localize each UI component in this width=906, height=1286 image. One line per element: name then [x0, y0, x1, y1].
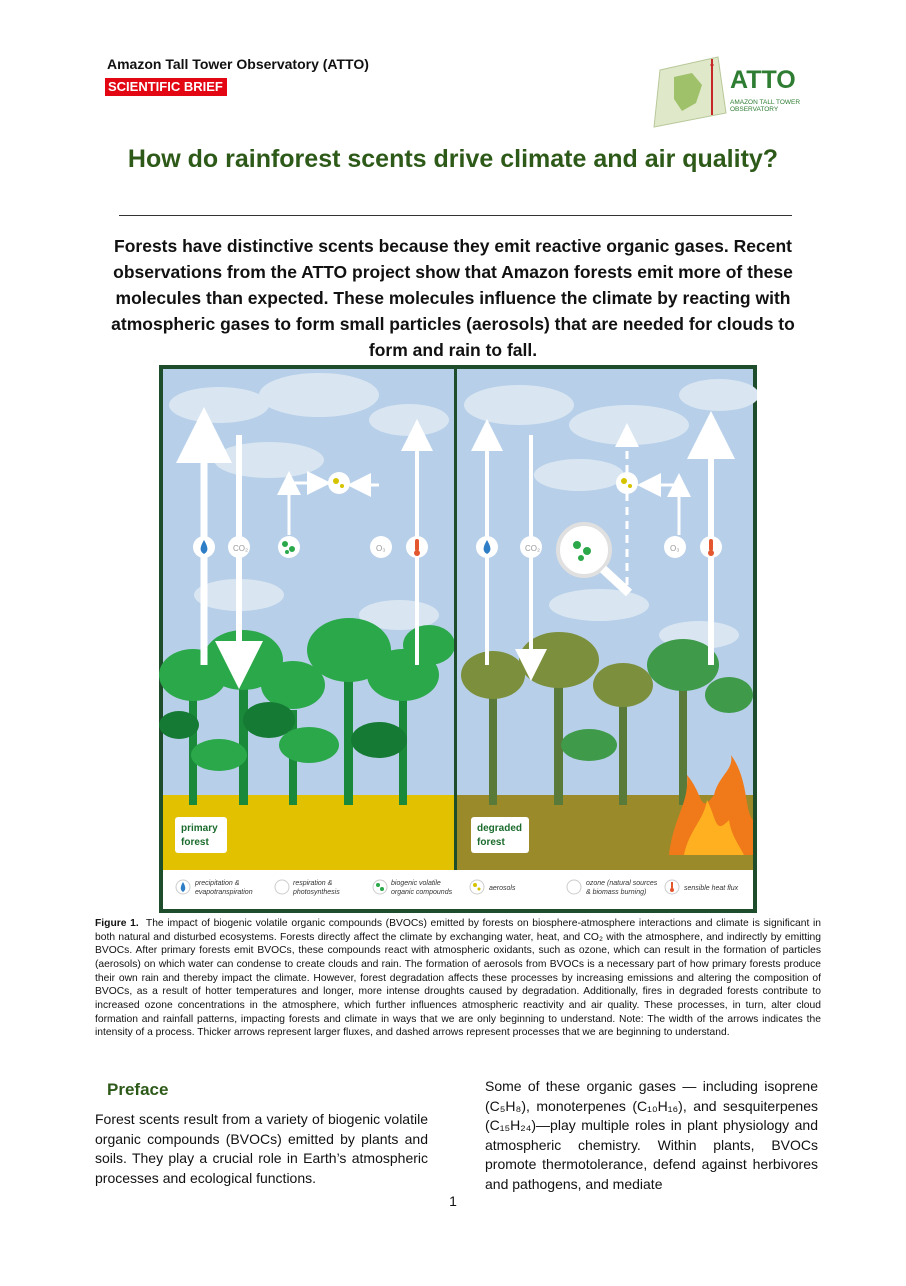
svg-text:aerosols: aerosols	[489, 885, 516, 892]
aerosol-icon-primary	[328, 472, 350, 494]
svg-text:respiration &: respiration &	[293, 880, 333, 887]
co2-icon-primary	[228, 536, 250, 558]
lead-paragraph: Forests have distinctive scents because they emit reactive organic gases. Recent observations from the ATTO project show that Amazon forests emit more of these molecules than expected. These molecules influence the climate by reacting with atmospheric gases to form small particles (aerosols) that are needed for clouds to form and rain to fall.	[111, 236, 795, 360]
degraded-forest-label	[471, 817, 529, 853]
logo-subtitle: AMAZON TALL TOWER OBSERVATORY	[730, 99, 801, 114]
svg-text:O₃: O₃	[376, 544, 386, 553]
thermometer-icon-degraded	[700, 536, 722, 558]
svg-text:organic compounds: organic compounds	[391, 889, 453, 896]
organization-name: Amazon Tall Tower Observatory (ATTO)	[107, 56, 369, 72]
preface-heading: Preface	[107, 1080, 169, 1099]
svg-text:precipitation &: precipitation &	[195, 880, 240, 887]
logo-text: ATTO	[730, 66, 796, 94]
title-divider	[119, 215, 792, 216]
ozone-icon-primary	[370, 536, 392, 558]
molecule-icon-primary	[278, 536, 300, 558]
primary-forest-label	[175, 817, 227, 853]
forest-illustration	[159, 365, 757, 913]
svg-text:primary: primary	[181, 823, 218, 834]
svg-text:CO₂: CO₂	[233, 544, 249, 553]
svg-text:photosynthesis: photosynthesis	[293, 889, 340, 896]
thermometer-icon-primary	[406, 536, 428, 558]
svg-text:biogenic volatile: biogenic volatile	[391, 880, 441, 887]
svg-text:forest: forest	[181, 837, 209, 848]
water-drop-icon-primary	[193, 536, 215, 558]
aerosol-icon-degraded	[616, 472, 638, 494]
svg-text:forest: forest	[477, 837, 505, 848]
svg-text:& biomass burning): & biomass burning)	[586, 889, 647, 896]
svg-text:evapotranspiration: evapotranspiration	[195, 889, 253, 896]
svg-text:sensible heat flux: sensible heat flux	[684, 885, 739, 892]
svg-text:CO₂: CO₂	[525, 544, 541, 553]
svg-text:degraded: degraded	[477, 823, 523, 834]
ozone-icon-degraded	[664, 536, 686, 558]
preface-right-column: Some of these organic gases — including isoprene (C₅H₈), monoterpenes (C₁₀H₁₆), and sesquiterpenes (C₁₅H₂₄)—play multiple roles in plant physiology and atmospheric chemistry. Within plants, BVOCs promote thermotolerance, defend against herbivores and pathogens, and mediate	[485, 1078, 818, 1192]
water-drop-icon-degraded	[476, 536, 498, 558]
caption-label: Figure 1.	[95, 918, 139, 929]
page-number: 1	[449, 1193, 457, 1209]
svg-text:ozone (natural sources: ozone (natural sources	[586, 880, 658, 887]
figure-caption	[95, 917, 821, 1040]
svg-text:O₃: O₃	[670, 544, 680, 553]
page-title: How do rainforest scents drive climate and air quality?	[127, 145, 779, 173]
scientific-brief-badge: SCIENTIFIC BRIEF	[105, 78, 227, 96]
preface-left-column: Forest scents result from a variety of biogenic volatile organic compounds (BVOCs) emitted by plants and soils. They play a crucial role in Earth’s atmospheric processes and ecological functions.	[95, 1111, 428, 1186]
caption-text: The impact of biogenic volatile organic compounds (BVOCs) emitted by forests on biosphere-atmosphere interactions and climate is significant in both natural and disturbed ecosystems. Forests directly affect the climate by exchanging water, heat, and CO₂ with the atmosphere, and indirectly by emitting BVOCs. After primary forests emit BVOCs, these compounds react with atmospheric oxidants, such as ozone, which can result in the formation of particles (aerosols) on which water can condense to create clouds and rain. The formation of aerosols from BVOCs is a necessary part of how primary forests produce their own rain and thereby impact the climate. However, forest degradation affects these processes by increasing emissions and altering the composition of BVOCs, as a result of hotter temperatures and longer, more intense droughts caused by degradation. Additionally, fires in degraded forests contribute to increased ozone concentrations in the atmosphere, which further influences atmospheric reactivity and air quality. These processes, in turn, alter cloud formation and rainfall patterns, impacting forests and climate in ways that we are only beginning to understand. Note: The width of the arrows indicates the intensity of a process. Thicker arrows represent larger fluxes, and dashed arrows represent processes that we are beginning to understand.	[95, 918, 821, 1039]
co2-icon-degraded	[520, 536, 542, 558]
